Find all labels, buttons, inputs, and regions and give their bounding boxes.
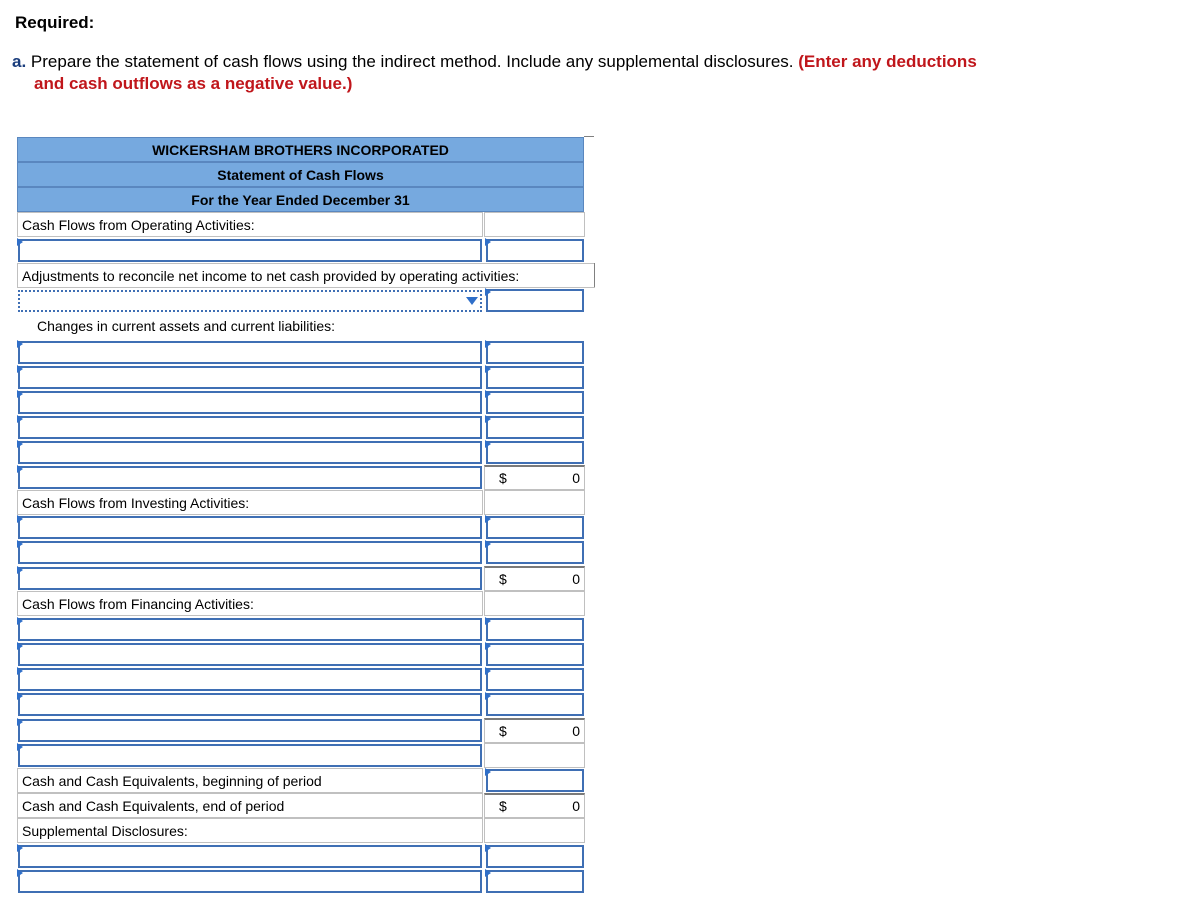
- change-amount-input-5[interactable]: [486, 441, 584, 464]
- changes-heading: Changes in current assets and current liabilities:: [37, 318, 336, 334]
- supplemental-label-input-2[interactable]: [18, 870, 482, 893]
- amount-cell: [484, 591, 585, 616]
- financing-heading: Cash Flows from Financing Activities:: [17, 591, 483, 616]
- divider: [584, 136, 594, 137]
- divider: [594, 263, 595, 287]
- change-amount-input-3[interactable]: [486, 391, 584, 414]
- financing-amount-input-2[interactable]: [486, 643, 584, 666]
- entry-marker-icon: [485, 768, 491, 776]
- change-label-input-2[interactable]: [18, 366, 482, 389]
- ending-cash-label: Cash and Cash Equivalents, end of period: [17, 793, 483, 818]
- change-amount-input-2[interactable]: [486, 366, 584, 389]
- entry-marker-icon: [17, 365, 23, 373]
- entry-marker-icon: [485, 238, 491, 246]
- net-income-amount-input[interactable]: [486, 239, 584, 262]
- investing-total: [484, 566, 585, 591]
- change-amount-input-1[interactable]: [486, 341, 584, 364]
- statement-title: Statement of Cash Flows: [17, 162, 584, 187]
- net-change-label-input[interactable]: [18, 744, 482, 767]
- adjustment-dropdown[interactable]: [18, 290, 482, 312]
- entry-marker-icon: [17, 869, 23, 877]
- instruction-body: Prepare the statement of cash flows using the indirect method. Include any supplemental disclosures.: [30, 52, 794, 71]
- amount-cell: [484, 743, 585, 768]
- required-heading: Required:: [15, 13, 95, 32]
- entry-marker-icon: [17, 440, 23, 448]
- entry-marker-icon: [17, 718, 23, 726]
- entry-marker-icon: [485, 440, 491, 448]
- investing-amount-input-1[interactable]: [486, 516, 584, 539]
- instruction-note-2: and cash outflows as a negative value.): [34, 74, 353, 93]
- investing-label-input-1[interactable]: [18, 516, 482, 539]
- supplemental-label-input-1[interactable]: [18, 845, 482, 868]
- financing-total-label-input[interactable]: [18, 719, 482, 742]
- entry-marker-icon: [485, 365, 491, 373]
- financing-total-value: 0: [572, 723, 580, 739]
- currency-symbol: $: [499, 798, 507, 814]
- chevron-down-icon[interactable]: [466, 297, 478, 305]
- entry-marker-icon: [485, 617, 491, 625]
- statement-period: For the Year Ended December 31: [17, 187, 584, 212]
- operating-heading: Cash Flows from Operating Activities:: [17, 212, 483, 237]
- entry-marker-icon: [17, 743, 23, 751]
- entry-marker-icon: [17, 390, 23, 398]
- entry-marker-icon: [17, 340, 23, 348]
- financing-label-input-4[interactable]: [18, 693, 482, 716]
- currency-symbol: $: [499, 470, 507, 486]
- currency-symbol: $: [499, 723, 507, 739]
- entry-marker-icon: [17, 667, 23, 675]
- financing-label-input-3[interactable]: [18, 668, 482, 691]
- adjustment-amount-input[interactable]: [486, 289, 584, 312]
- operating-total-value: 0: [572, 470, 580, 486]
- entry-marker-icon: [485, 390, 491, 398]
- investing-total-label-input[interactable]: [18, 567, 482, 590]
- supplemental-amount-input-2[interactable]: [486, 870, 584, 893]
- entry-marker-icon: [17, 617, 23, 625]
- beginning-cash-input[interactable]: [486, 769, 584, 792]
- operating-total-label-input[interactable]: [18, 466, 482, 489]
- entry-marker-icon: [485, 540, 491, 548]
- change-label-input-1[interactable]: [18, 341, 482, 364]
- financing-amount-input-3[interactable]: [486, 668, 584, 691]
- company-name: WICKERSHAM BROTHERS INCORPORATED: [17, 137, 584, 162]
- entry-marker-icon: [17, 540, 23, 548]
- entry-marker-icon: [485, 515, 491, 523]
- entry-marker-icon: [485, 692, 491, 700]
- currency-symbol: $: [499, 571, 507, 587]
- entry-marker-icon: [17, 692, 23, 700]
- entry-marker-icon: [485, 340, 491, 348]
- beginning-cash-label: Cash and Cash Equivalents, beginning of period: [17, 768, 483, 793]
- change-amount-input-4[interactable]: [486, 416, 584, 439]
- financing-label-input-2[interactable]: [18, 643, 482, 666]
- financing-label-input-1[interactable]: [18, 618, 482, 641]
- investing-heading: Cash Flows from Investing Activities:: [17, 490, 483, 515]
- operating-total: [484, 465, 585, 490]
- part-label: a.: [12, 52, 27, 71]
- amount-cell: [484, 818, 585, 843]
- ending-cash-value: 0: [572, 798, 580, 814]
- entry-marker-icon: [17, 238, 23, 246]
- change-label-input-3[interactable]: [18, 391, 482, 414]
- entry-marker-icon: [485, 642, 491, 650]
- investing-amount-input-2[interactable]: [486, 541, 584, 564]
- investing-label-input-2[interactable]: [18, 541, 482, 564]
- investing-total-value: 0: [572, 571, 580, 587]
- supplemental-amount-input-1[interactable]: [486, 845, 584, 868]
- entry-marker-icon: [485, 415, 491, 423]
- entry-marker-icon: [485, 844, 491, 852]
- adjustments-heading: Adjustments to reconcile net income to net cash provided by operating activities:: [17, 263, 595, 288]
- entry-marker-icon: [17, 415, 23, 423]
- entry-marker-icon: [17, 642, 23, 650]
- amount-cell: [484, 490, 585, 515]
- ending-cash-total: [484, 793, 585, 818]
- entry-marker-icon: [17, 566, 23, 574]
- entry-marker-icon: [17, 515, 23, 523]
- amount-cell: [484, 212, 585, 237]
- entry-marker-icon: [485, 869, 491, 877]
- change-label-input-4[interactable]: [18, 416, 482, 439]
- financing-total: [484, 718, 585, 743]
- entry-marker-icon: [485, 667, 491, 675]
- instruction-text: [12, 51, 1042, 95]
- net-income-label-input[interactable]: [18, 239, 482, 262]
- entry-marker-icon: [485, 288, 491, 296]
- financing-amount-input-4[interactable]: [486, 693, 584, 716]
- financing-amount-input-1[interactable]: [486, 618, 584, 641]
- instruction-note-1: (Enter any deductions: [798, 52, 977, 71]
- entry-marker-icon: [17, 844, 23, 852]
- supplemental-heading: Supplemental Disclosures:: [17, 818, 483, 843]
- change-label-input-5[interactable]: [18, 441, 482, 464]
- entry-marker-icon: [17, 465, 23, 473]
